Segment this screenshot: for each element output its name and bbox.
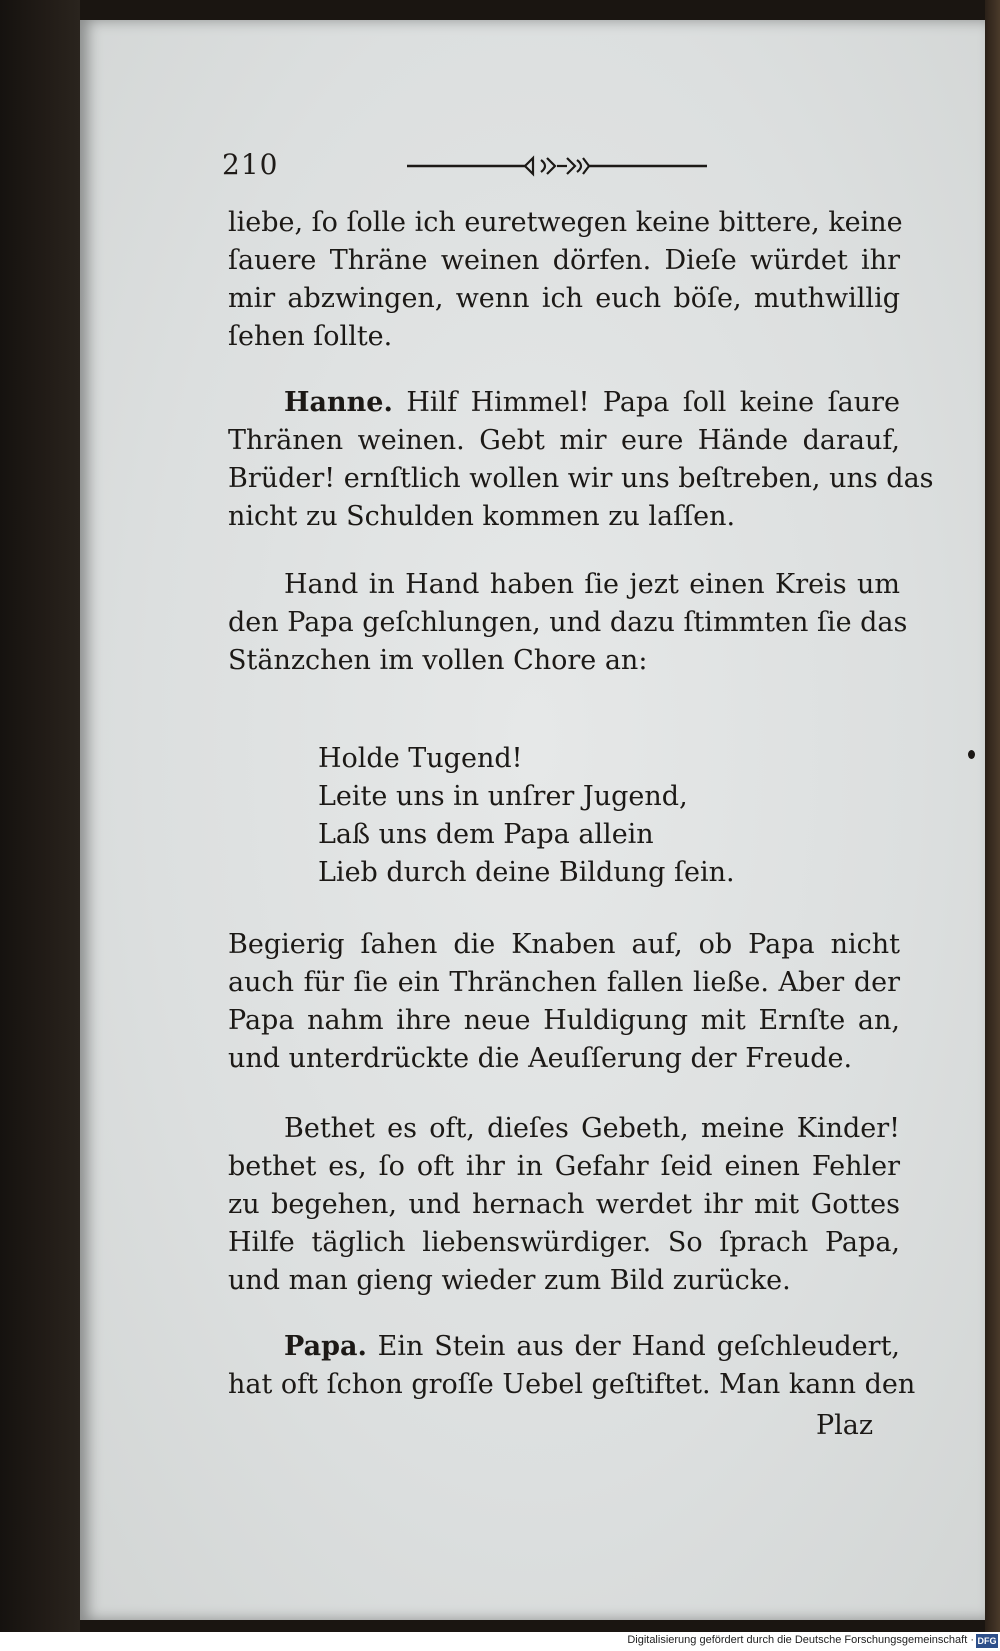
- digitization-footer: [0, 1632, 1000, 1651]
- text-line: hat oft ſchon groſſe Uebel geſtiftet. Man kann den: [228, 1369, 916, 1400]
- text-line: ſauere Thräne weinen dörfen. Dieſe würdet ihr: [228, 245, 900, 276]
- speaker-label: Hanne.: [284, 387, 393, 418]
- speaker-label: Papa.: [284, 1331, 367, 1362]
- verse-line: Laß uns dem Papa allein: [318, 819, 654, 850]
- text-line: Thränen weinen. Gebt mir eure Hände darauf,: [228, 425, 900, 456]
- text-line: und unterdrückte die Aeuſſerung der Freude.: [228, 1043, 853, 1074]
- dfg-logo: DFG: [977, 1636, 997, 1646]
- page-header: [222, 148, 722, 188]
- text-line: Brüder! ernſtlich wollen wir uns beſtreben, uns das: [228, 463, 934, 494]
- ink-speck: [968, 750, 975, 759]
- text-line: ſehen ſollte.: [228, 321, 393, 352]
- text-line: bethet es, ſo oft ihr in Gefahr ſeid einen Fehler: [228, 1151, 900, 1182]
- paragraph-5: [228, 1110, 900, 1300]
- verse-line: Holde Tugend!: [318, 743, 523, 774]
- text-line-content: Ein Stein aus der Hand geſchleudert,: [366, 1331, 900, 1362]
- text-line-content: Hilf Himmel! Papa ſoll keine ſaure: [392, 387, 900, 418]
- text-line: den Papa geſchlungen, und dazu ſtimmten ſie das: [228, 607, 908, 638]
- text-line: und man gieng wieder zum Bild zurücke.: [228, 1265, 791, 1296]
- catchword: Plaz: [816, 1410, 874, 1441]
- page-number: 210: [222, 148, 279, 181]
- paragraph-6: [228, 1328, 916, 1404]
- text-line: Hand in Hand haben ſie jezt einen Kreis um: [284, 569, 900, 600]
- verse-line: Leite uns in unſrer Jugend,: [318, 781, 688, 812]
- paragraph-2: [228, 384, 934, 536]
- paragraph-1: [228, 204, 903, 356]
- header-ornament-icon: [407, 152, 707, 180]
- text-line: Begierig ſahen die Knaben auf, ob Papa nicht: [228, 929, 900, 960]
- text-line: mir abzwingen, wenn ich euch böſe, muthwillig: [228, 283, 900, 314]
- text-line: Papa nahm ihre neue Huldigung mit Ernſte an,: [228, 1005, 900, 1036]
- book-right-edge: [985, 0, 1000, 1651]
- verse-block: [318, 740, 735, 892]
- digitization-credit: Digitalisierung gefördert durch die Deutsche Forschungsgemeinschaft ·: [627, 1634, 974, 1646]
- paragraph-4: [228, 926, 900, 1078]
- paragraph-3: [228, 566, 908, 680]
- text-line: liebe, ſo ſolle ich euretwegen keine bittere, keine: [228, 207, 903, 238]
- verse-line: Lieb durch deine Bildung ſein.: [318, 857, 735, 888]
- text-line: zu begehen, und hernach werdet ihr mit Gottes: [228, 1189, 900, 1220]
- text-line: auch für ſie ein Thränchen fallen ließe. Aber der: [228, 967, 900, 998]
- text-line: Hilfe täglich liebenswürdiger. So ſprach Papa,: [228, 1227, 900, 1258]
- text-line: Stänzchen im vollen Chore an:: [228, 645, 648, 676]
- book-binding-edge: [0, 0, 80, 1651]
- text-line: [228, 384, 900, 422]
- text-line: Bethet es oft, dieſes Gebeth, meine Kinder!: [284, 1113, 900, 1144]
- text-line: [228, 1328, 900, 1366]
- text-line: nicht zu Schulden kommen zu laſſen.: [228, 501, 736, 532]
